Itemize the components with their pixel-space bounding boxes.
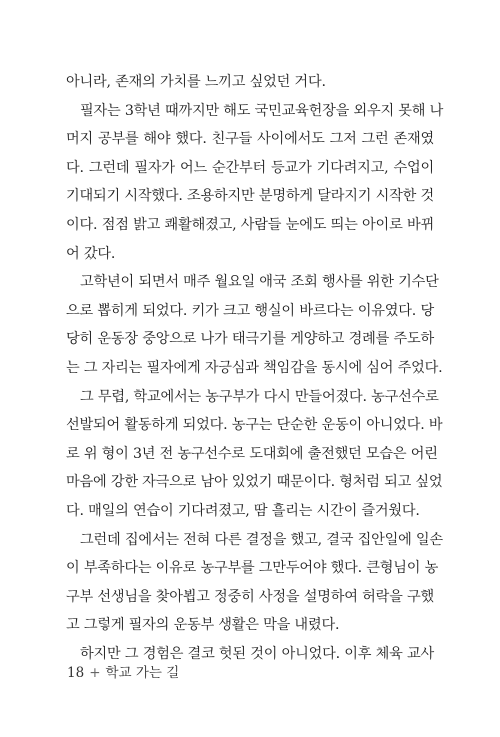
text-line: 그런데 집에서는 전혀 다른 결정을 했고, 결국 집안일에 일손 bbox=[80, 531, 443, 548]
page-number: 18 bbox=[67, 665, 85, 681]
text-line: 머지 공부를 해야 했다. 친구들 사이에서도 그저 그런 존재였 bbox=[66, 131, 434, 148]
page-footer bbox=[67, 664, 179, 682]
text-line: 으로 뽑히게 되었다. 키가 크고 행실이 바르다는 이유였다. 당 bbox=[66, 302, 434, 319]
text-line: 선발되어 활동하게 되었다. 농구는 단순한 운동이 아니었다. 바 bbox=[66, 417, 443, 434]
text-line: 당히 운동장 중앙으로 나가 태극기를 게양하고 경례를 주도하 bbox=[66, 331, 434, 348]
text-line: 어 갔다. bbox=[66, 245, 116, 262]
text-line: 는 그 자리는 필자에게 자긍심과 책임감을 동시에 심어 주었다. bbox=[66, 359, 443, 376]
text-line: 이 부족하다는 이유로 농구부를 그만두어야 했다. 큰형님이 농 bbox=[66, 560, 439, 577]
text-line: 기대되기 시작했다. 조용하지만 분명하게 달라지기 시작한 것 bbox=[66, 188, 434, 205]
text-line: 로 위 형이 3년 전 농구선수로 도대회에 출전했던 모습은 어린 bbox=[66, 445, 438, 462]
text-line: 고학년이 되면서 매주 월요일 애국 조회 행사를 위한 기수단 bbox=[80, 274, 439, 291]
body-text bbox=[66, 68, 444, 668]
text-line: 이다. 점점 밝고 쾌활해졌고, 사람들 눈에도 띄는 아이로 바뀌 bbox=[66, 216, 434, 233]
text-line: 고 그렇게 필자의 운동부 생활은 막을 내렸다. bbox=[66, 617, 340, 634]
text-line: 필자는 3학년 때까지만 해도 국민교육헌장을 외우지 못해 나 bbox=[80, 102, 444, 119]
text-line: 하지만 그 경험은 결코 헛된 것이 아니었다. 이후 체육 교사 bbox=[80, 645, 434, 662]
text-line: 다. 매일의 연습이 기다려졌고, 땀 흘리는 시간이 즐거웠다. bbox=[66, 502, 420, 519]
text-line: 다. 그런데 필자가 어느 순간부터 등교가 기다려지고, 수업이 bbox=[66, 159, 434, 176]
text-line: 구부 선생님을 찾아뵙고 정중히 사정을 설명하여 허락을 구했 bbox=[66, 588, 434, 605]
text-line: 마음에 강한 자극으로 남아 있었기 때문이다. 형처럼 되고 싶었 bbox=[66, 474, 443, 491]
text-line: 아니라, 존재의 가치를 느끼고 싶었던 거다. bbox=[66, 74, 326, 90]
text-line: 그 무렵, 학교에서는 농구부가 다시 만들어졌다. 농구선수로 bbox=[80, 388, 439, 405]
footer-separator: + bbox=[89, 665, 101, 681]
running-title: 학교 가는 길 bbox=[105, 665, 180, 681]
